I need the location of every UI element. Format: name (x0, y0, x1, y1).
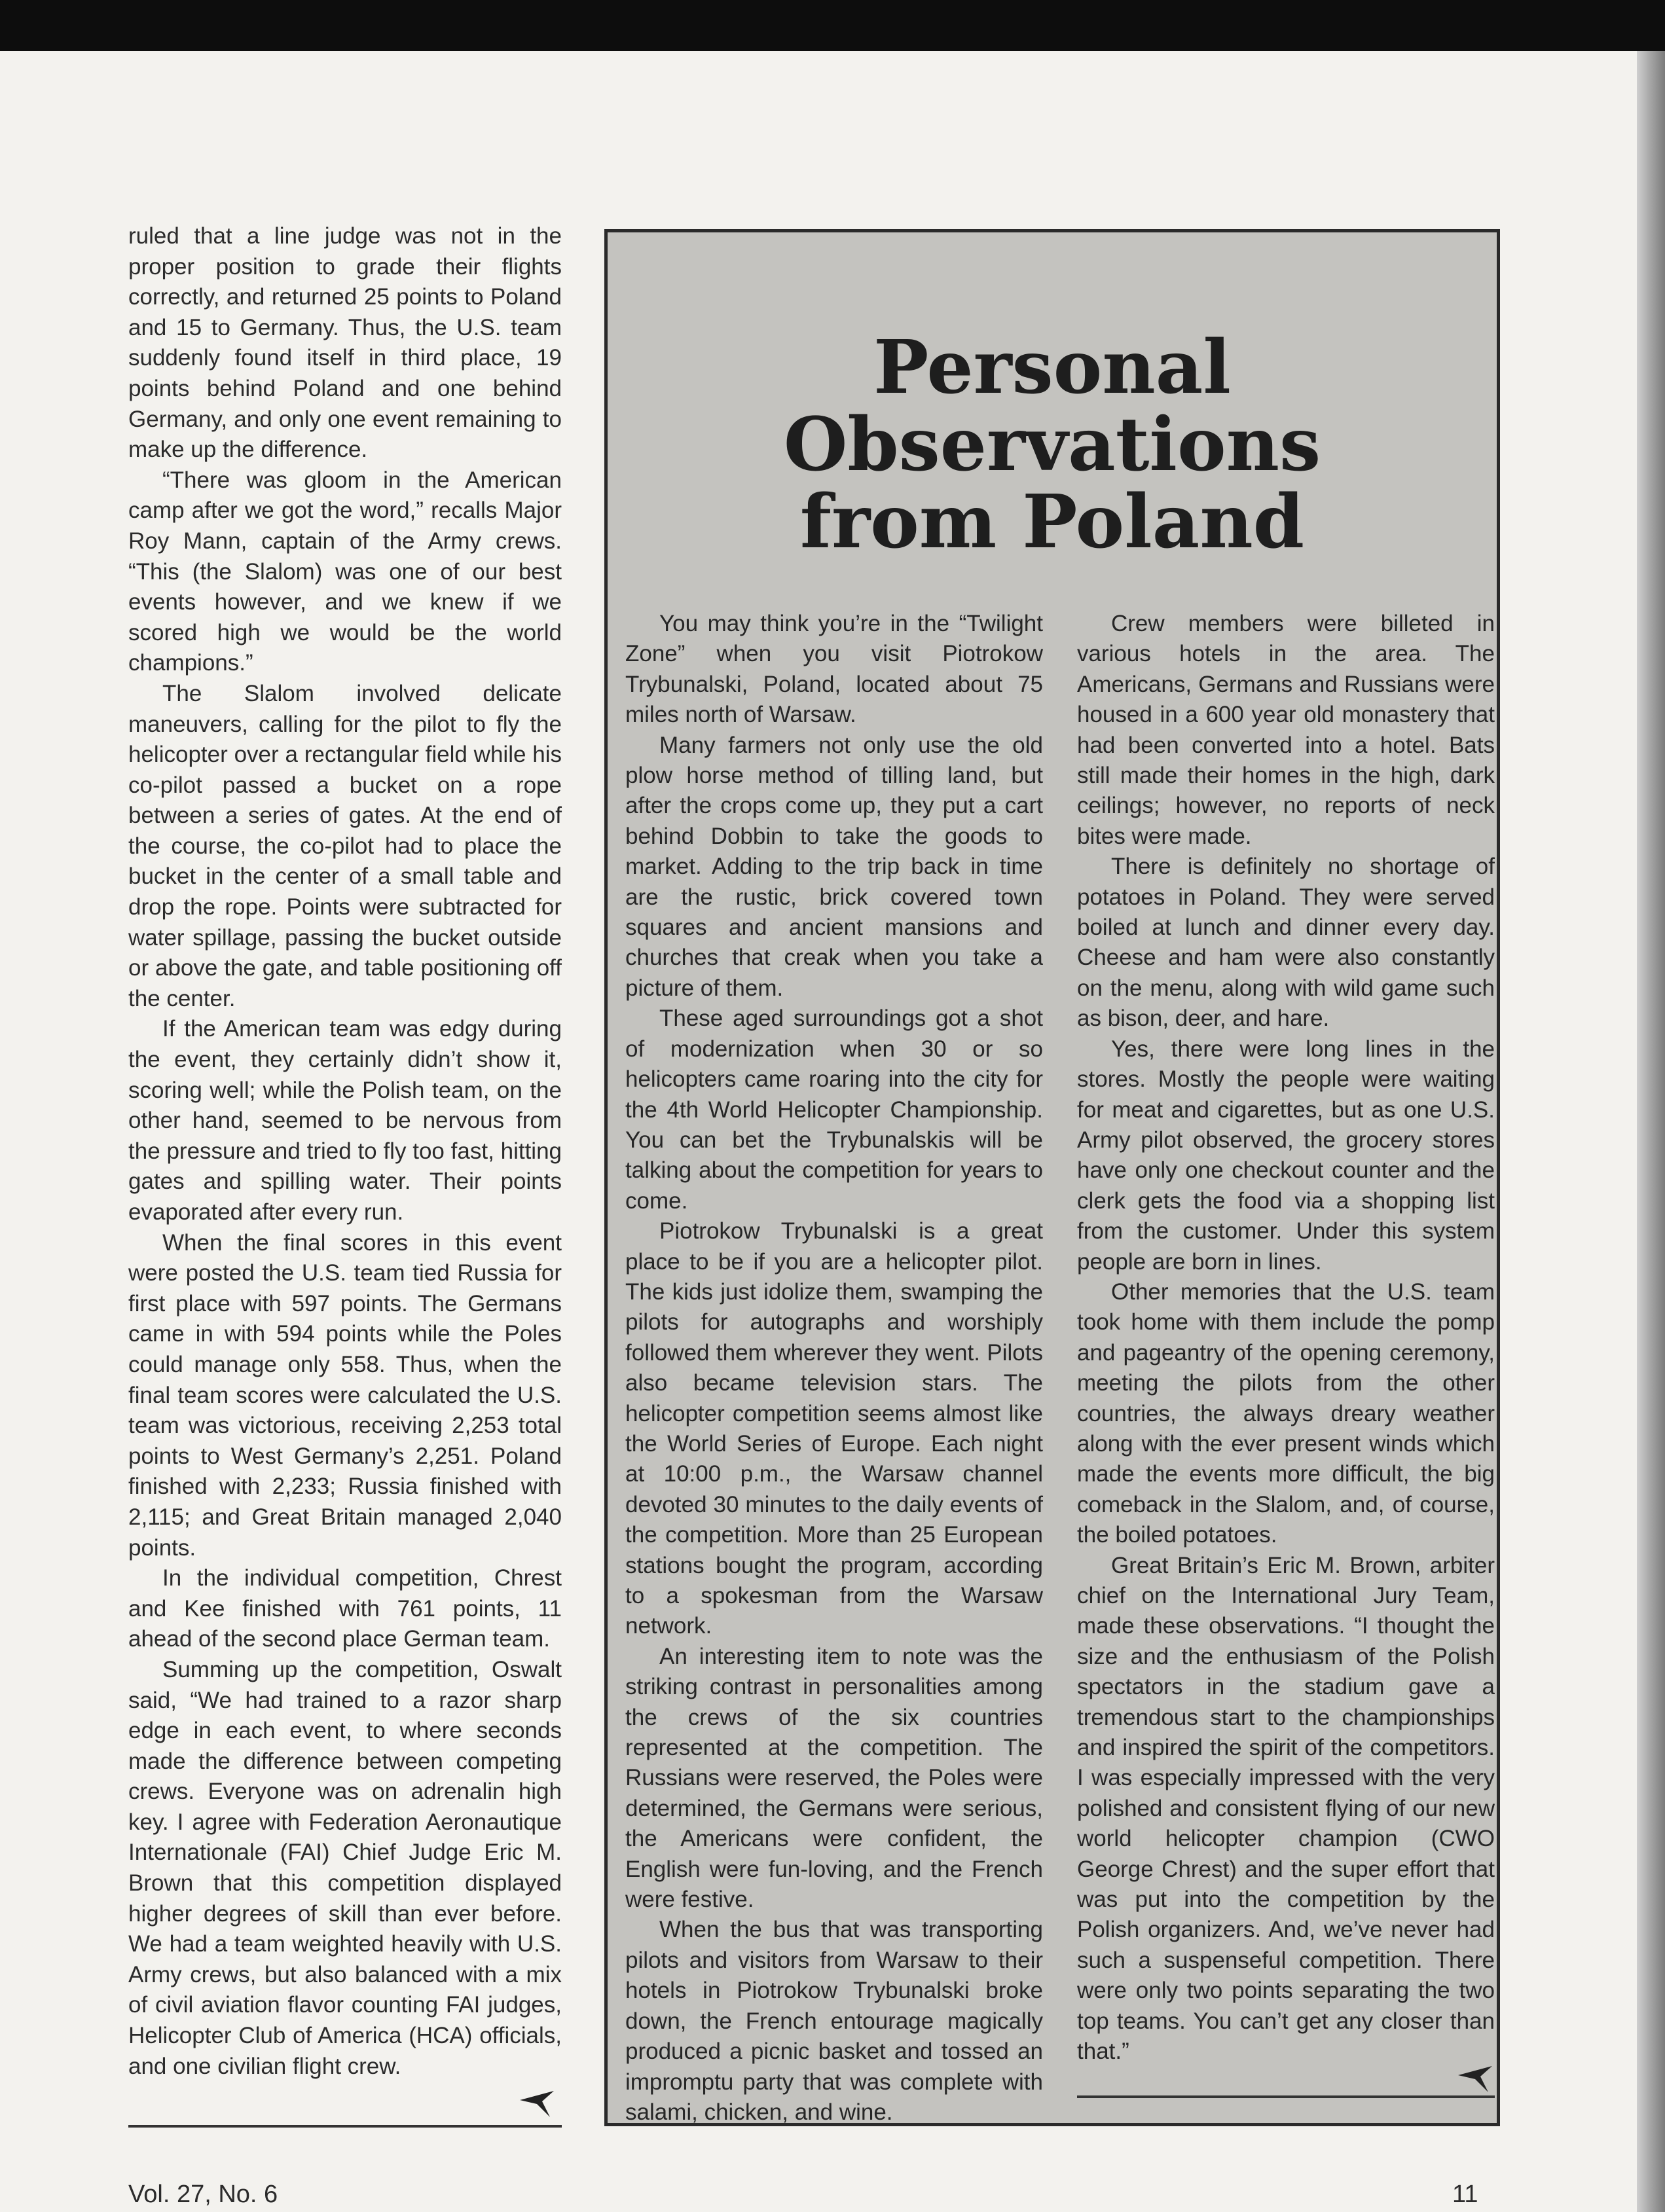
left-paragraph: Summing up the competition, Oswalt said, “We had trained to a razor sharp edge in each event, to where seconds made the difference between competing crews. Everyone was on adrenalin high key. I agree with Federation Aeronautique Internationale (FAI) Chief Judge Eric M. Brown that this competition displayed higher degrees of skill than ever before. We had a team weighted heavily with U.S. Army crews, but also balanced with a mix of civil aviation flavor counting FAI judges, Helicopter Club of America (HCA) officials, and one civilian flight crew. (128, 1656, 562, 2079)
left-paragraph: In the individual competition, Chrest and Kee finished with 761 points, 11 ahead of the second place German team. (128, 1565, 562, 1652)
sidebar-paragraph: These aged surroundings got a shot of modernization when 30 or so helicopters came roaring into the city for the 4th World Helicopter Championship. You can bet the Trybunalskis will be talking about the competition for years to come. (625, 1006, 1043, 1214)
issue-label: Vol. 27, No. 6 (128, 2181, 278, 2208)
sidebar-end-rule (1077, 2095, 1495, 2098)
helicopter-end-mark-icon (1455, 2056, 1495, 2095)
left-paragraph: If the American team was edgy during the event, they certainly didn’t show it, scoring well; while the Polish team, on the other hand, seemed to be nervous from the pressure and tried to fly too fast, hitting gates and spilling water. Their points evaporated after every run. (128, 1016, 562, 1225)
left-paragraph: ruled that a line judge was not in the proper position to grade their flights correctly, and returned 25 points to Poland and 15 to Germany. Thus, the U.S. team suddenly found itself in third place, 19 points behind Poland and one behind Germany, and only one event remaining to make up the difference. (128, 223, 562, 463)
page-edge-shadow (1637, 51, 1665, 2212)
page-number: 11 (1452, 2181, 1478, 2208)
sidebar-paragraph: Many farmers not only use the old plow horse method of tilling land, but after the crops come up, they put a cart behind Dobbin to take the goods to market. Adding to the trip back in time are the rustic, brick covered town squares and ancient mansions and churches that creak when you take a picture of them. (625, 732, 1043, 1001)
scan-top-edge (0, 0, 1665, 59)
sidebar-title-line-2: from Poland (799, 479, 1305, 565)
left-paragraph: “There was gloom in the American camp after we got the word,” recalls Major Roy Mann, captain of the Army crews. “This (the Slalom) was one of our best events however, and we knew if we scored high we would be the world champions.” (128, 467, 562, 676)
sidebar-paragraph: An interesting item to note was the striking contrast in personalities among the crews of the six countries represented at the competition. The Russians were reserved, the Poles were determined, the Germans were serious, the Americans were confident, the English were fun-loving, and the French were festive. (625, 1643, 1043, 1913)
sidebar-paragraph: Crew members were billeted in various hotels in the area. The Americans, Germans and Russians were housed in a 600 year old monastery that had been converted into a hotel. Bats still made their homes in the high, dark ceilings; however, no reports of neck bites were made. (1077, 611, 1495, 849)
sidebar-title (608, 325, 1497, 565)
sidebar-paragraph: Great Britain’s Eric M. Brown, arbiter chief on the International Jury Team, made these observations. “I thought the size and the enthusiasm of the Polish spectators in the stadium gave a tremendous start to the championships and inspired the spirit of the competitors. I was especially impressed with the very polished and consistent flying of our new world helicopter champion (CWO George Chrest) and the super effort that was put into the competition by the Polish organizers. And, we’ve never had such a suspenseful competition. There were only two points separating the two top teams. You can’t get any closer than that.” (1077, 1552, 1495, 2065)
sidebar-paragraph: Yes, there were long lines in the stores. Mostly the people were waiting for meat and cigarettes, but as one U.S. Army pilot observed, the grocery stores have only one checkout counter and the clerk gets the food via a shopping list from the customer. Under this system people are born in lines. (1077, 1036, 1495, 1275)
sidebar-paragraph: Other memories that the U.S. team took home with them include the pomp and pageantry of the opening ceremony, meeting the pilots from the other countries, the always dreary weather along with the ever present winds which made the events more difficult, the big comeback in the Slalom, and, of course, the boiled potatoes. (1077, 1278, 1495, 1548)
magazine-page (0, 51, 1656, 2212)
sidebar-paragraph: There is definitely no shortage of potatoes in Poland. They were served boiled at lunch and dinner every day. Cheese and ham were also constantly on the menu, along with wild game such as bison, deer, and hare. (1077, 854, 1495, 1032)
left-paragraph: When the final scores in this event were posted the U.S. team tied Russia for first place with 597 points. The Germans came in with 594 points while the Poles could manage only 558. Thus, when the final team scores were calculated the U.S. team was victorious, receiving 2,253 total points to West Germany’s 2,251. Poland finished with 2,233; Russia finished with 2,115; and Great Britain managed 2,040 points. (128, 1229, 562, 1561)
sidebar-box (604, 229, 1500, 2126)
sidebar-right-column (1077, 609, 1495, 2067)
sidebar-paragraph: Piotrokow Trybunalski is a great place to be if you are a helicopter pilot. The kids just idolize them, swamping the pilots for autographs and worshiply followed them wherever they went. Pilots also became television stars. The helicopter competition seems almost like the World Series of Europe. Each night at 10:00 p.m., the Warsaw channel devoted 30 minutes to the daily events of the competition. More than 25 European stations bought the program, according to a spokesman from the Warsaw network. (625, 1218, 1043, 1639)
left-paragraph: The Slalom involved delicate maneuvers, calling for the pilot to fly the helicopter over a rectangular field while his co-pilot passed a bucket on a rope between a series of gates. At the end of the course, the co-pilot had to place the bucket in the center of a small table and drop the rope. Points were subtracted for water spillage, passing the bucket outside or above the gate, and table positioning off the center. (128, 680, 562, 1011)
sidebar-paragraph: You may think you’re in the “Twilight Zone” when you visit Piotrokow Trybunalski, Poland, located about 75 miles north of Warsaw. (625, 611, 1043, 728)
sidebar-title-line-1: Personal Observations (783, 325, 1321, 488)
sidebar-middle-column (625, 609, 1043, 2128)
left-column-end-rule (128, 2125, 562, 2128)
left-article-column (128, 221, 562, 2082)
sidebar-paragraph: When the bus that was transporting pilots and visitors from Warsaw to their hotels in Piotrokow Trybunalski broke down, the French entourage magically produced a picnic basket and tossed an impromptu party that was complete with salami, chicken, and wine. (625, 1917, 1043, 2125)
helicopter-end-mark-icon (517, 2080, 557, 2120)
